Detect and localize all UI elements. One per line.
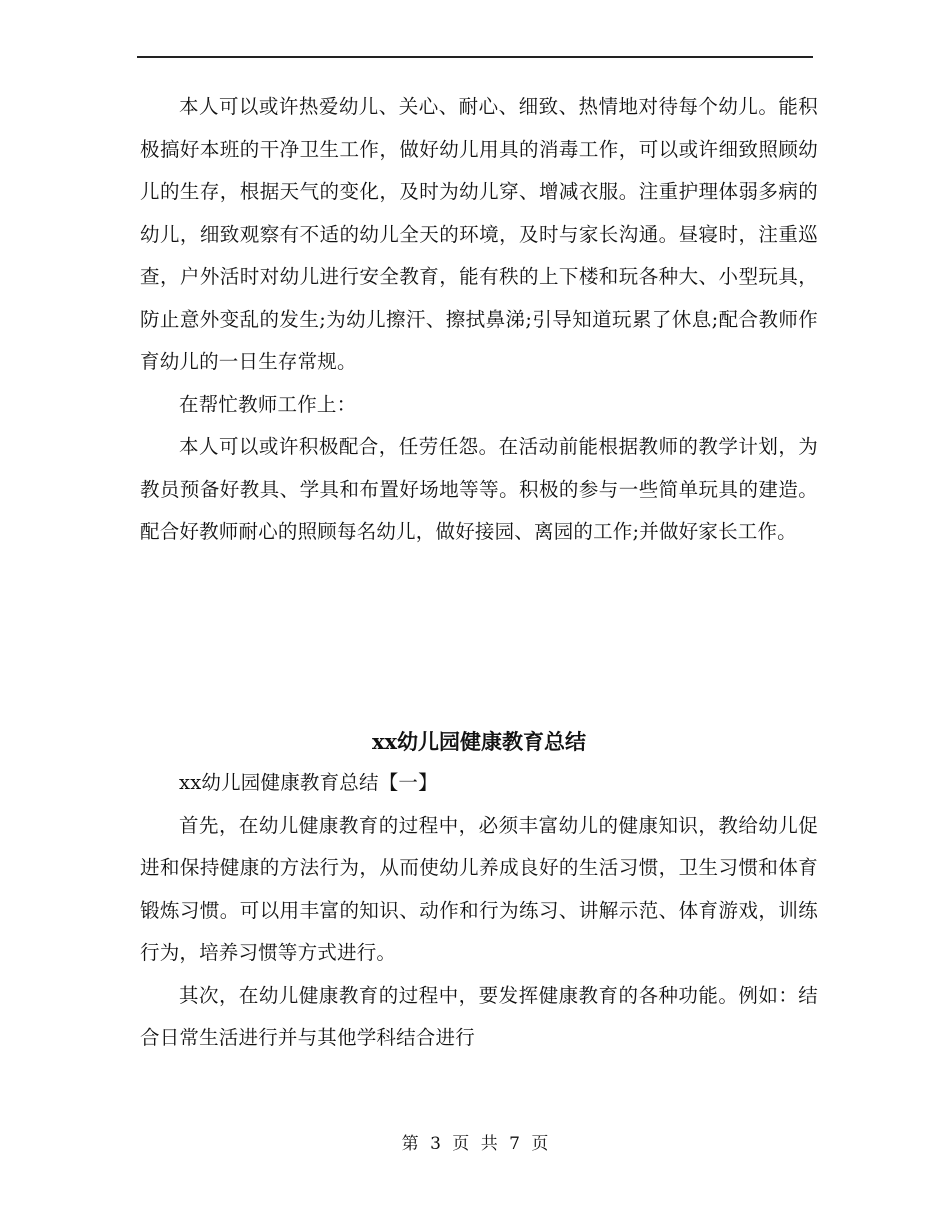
paragraph: 其次，在幼儿健康教育的过程中，要发挥健康教育的各种功能。例如：结合日常生活进行并与其他学科结合进行 xyxy=(140,983,818,1049)
document-section-2 xyxy=(140,762,818,1060)
paragraph: 本人可以或许热爱幼儿、关心、耐心、细致、热情地对待每个幼儿。能积极搞好本班的干净卫生工作，做好幼儿用具的消毒工作，可以或许细致照顾幼儿的生存，根据天气的变化，及时为幼儿穿、增减衣服。注重护理体弱多病的幼儿，细致观察有不适的幼儿全天的环境，及时与家长沟通。昼寝时，注重巡查，户外活时对幼儿进行安全教育，能有秩的上下楼和玩各种大、小型玩具，防止意外变乱的发生;为幼儿擦汗、擦拭鼻涕;引导知道玩累了休息;配合教师作育幼儿的一日生存常规。 xyxy=(140,95,818,373)
document-section-1 xyxy=(140,86,818,554)
paragraph: 本人可以或许积极配合，任劳任怨。在活动前能根据教师的教学计划，为教员预备好教具、学具和布置好场地等等。积极的参与一些简单玩具的建造。配合好教师耐心的照顾每名幼儿，做好接园、离园的工作;并做好家长工作。 xyxy=(140,435,818,543)
section-subtitle: xx幼儿园健康教育总结【一】 xyxy=(179,771,438,794)
paragraph: 在帮忙教师工作上： xyxy=(179,392,357,416)
page-number-footer: 第 3 页 共 7 页 xyxy=(401,1134,549,1154)
section-title: xx幼儿园健康教育总结 xyxy=(371,729,587,754)
paragraph: 首先，在幼儿健康教育的过程中，必须丰富幼儿的健康知识，教给幼儿促进和保持健康的方法行为，从而使幼儿养成良好的生活习惯，卫生习惯和体育锻炼习惯。可以用丰富的知识、动作和行为练习、讲解示范、体育游戏，训练行为，培养习惯等方式进行。 xyxy=(140,813,818,964)
header-rule xyxy=(137,56,813,58)
